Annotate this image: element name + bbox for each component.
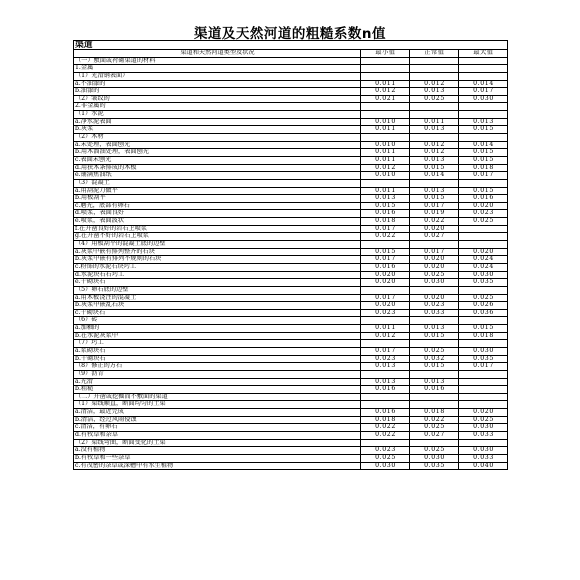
- max-value-cell: [459, 371, 508, 378]
- normal-value-cell: 0.013: [410, 157, 459, 164]
- table-row: [74, 65, 508, 73]
- table-row: [74, 371, 508, 379]
- type-cell: a.浆砌块石: [74, 348, 361, 355]
- max-value-cell: 0.030: [459, 424, 508, 431]
- table-row: [74, 149, 508, 157]
- table-row: [74, 188, 508, 196]
- normal-value-cell: [410, 65, 459, 72]
- table-row: [74, 379, 508, 387]
- table-row: [74, 401, 508, 409]
- max-value-cell: 0.020: [459, 249, 508, 256]
- type-cell: a.没有植物: [74, 447, 361, 454]
- normal-value-cell: 0.015: [410, 333, 459, 340]
- max-value-cell: 0.030: [459, 348, 508, 355]
- max-value-cell: 0.014: [459, 81, 508, 88]
- max-value-cell: 0.016: [459, 195, 508, 202]
- min-value-cell: 0.013: [361, 195, 410, 202]
- type-cell: b.灰浆中嵌有排列不规则的石块: [74, 256, 361, 263]
- normal-value-cell: [410, 394, 459, 401]
- type-column-header: 渠道和天然河道类型及状况: [74, 50, 361, 57]
- min-value-cell: [361, 65, 410, 72]
- min-value-cell: 0.025: [361, 455, 410, 462]
- type-cell: e.铺满焦油纸: [74, 172, 361, 179]
- min-value-cell: 0.011: [361, 157, 410, 164]
- min-value-cell: [361, 371, 410, 378]
- normal-value-cell: [410, 371, 459, 378]
- min-value-cell: 0.010: [361, 142, 410, 149]
- table-row: [74, 103, 508, 111]
- max-value-cell: [459, 379, 508, 386]
- table-row: [74, 264, 508, 272]
- normal-value-cell: 0.018: [410, 409, 459, 416]
- table-row: [74, 302, 508, 310]
- type-cell: （7）圬工: [74, 340, 361, 347]
- type-cell: b.用木溜油处理，表面刨光: [74, 149, 361, 156]
- roughness-table: [73, 40, 508, 470]
- table-row: [74, 463, 508, 471]
- min-value-cell: 0.021: [361, 96, 410, 103]
- min-value-cell: 0.015: [361, 203, 410, 210]
- type-cell: a.灰浆中嵌有排列整齐的石块: [74, 249, 361, 256]
- table-row: [74, 310, 508, 318]
- type-cell: （3）混凝土: [74, 180, 361, 187]
- table-row: [74, 394, 508, 402]
- max-value-cell: 0.033: [459, 432, 508, 439]
- table-row: [74, 272, 508, 280]
- normal-value-cell: 0.022: [410, 218, 459, 225]
- type-cell: （2）渠线弯曲，断面变化的土渠: [74, 440, 361, 447]
- type-cell: d.用狭木条排成的木板: [74, 165, 361, 172]
- max-value-cell: [459, 180, 508, 187]
- category-label: 渠道: [74, 41, 508, 49]
- normal-column-header: 正常值: [410, 50, 459, 57]
- max-value-cell: 0.015: [459, 188, 508, 195]
- type-cell: b.有牧草和一些杂草: [74, 455, 361, 462]
- normal-value-cell: 0.016: [410, 386, 459, 393]
- max-value-cell: 0.020: [459, 409, 508, 416]
- min-value-cell: 0.012: [361, 165, 410, 172]
- type-cell: b.清洁，经过风雨侵蚀: [74, 417, 361, 424]
- max-value-cell: 0.020: [459, 203, 508, 210]
- table-row: [74, 287, 508, 295]
- min-value-cell: 0.017: [361, 295, 410, 302]
- normal-value-cell: 0.025: [410, 96, 459, 103]
- max-value-cell: [459, 111, 508, 118]
- type-cell: （1）水泥: [74, 111, 361, 118]
- table-row: [74, 126, 508, 134]
- table-row: [74, 226, 508, 234]
- min-value-cell: 0.030: [361, 463, 410, 470]
- type-cell: a.未处理，表面刨光: [74, 142, 361, 149]
- normal-value-cell: 0.017: [410, 203, 459, 210]
- table-row: [74, 134, 508, 142]
- normal-value-cell: 0.020: [410, 295, 459, 302]
- type-cell: （4）用板刮平的混凝土底的边壁: [74, 241, 361, 248]
- type-cell: （6）砖: [74, 317, 361, 324]
- max-value-cell: [459, 226, 508, 233]
- table-row: [74, 447, 508, 455]
- type-cell: e.喷浆，表面波状: [74, 218, 361, 225]
- normal-value-cell: 0.022: [410, 417, 459, 424]
- table-row: [74, 279, 508, 287]
- normal-value-cell: 0.025: [410, 272, 459, 279]
- min-value-cell: 0.011: [361, 149, 410, 156]
- table-row: [74, 172, 508, 180]
- normal-value-cell: [410, 180, 459, 187]
- normal-value-cell: 0.015: [410, 165, 459, 172]
- table-row: [74, 218, 508, 226]
- min-value-cell: [361, 340, 410, 347]
- table-row: [74, 333, 508, 341]
- type-cell: a.不油漆的: [74, 81, 361, 88]
- table-row: [74, 455, 508, 463]
- table-row: [74, 386, 508, 394]
- max-value-cell: 0.030: [459, 447, 508, 454]
- min-value-cell: 0.010: [361, 119, 410, 126]
- min-value-cell: 0.023: [361, 310, 410, 317]
- max-value-cell: [459, 241, 508, 248]
- normal-value-cell: 0.019: [410, 210, 459, 217]
- normal-value-cell: 0.012: [410, 149, 459, 156]
- table-row: [74, 295, 508, 303]
- normal-value-cell: 0.030: [410, 455, 459, 462]
- type-cell: c.有茂密的杂草或深槽中有水生植物: [74, 463, 361, 470]
- min-value-cell: [361, 103, 410, 110]
- table-row: [74, 203, 508, 211]
- min-value-cell: 0.017: [361, 226, 410, 233]
- max-value-cell: 0.030: [459, 96, 508, 103]
- min-value-cell: 0.018: [361, 218, 410, 225]
- table-row: [74, 195, 508, 203]
- normal-value-cell: 0.014: [410, 172, 459, 179]
- min-column-header: 最小值: [361, 50, 410, 57]
- max-column-header: 最大值: [459, 50, 508, 57]
- max-value-cell: 0.025: [459, 295, 508, 302]
- max-value-cell: 0.024: [459, 264, 508, 271]
- type-cell: a.净水泥表面: [74, 119, 361, 126]
- type-cell: （8）修正的方石: [74, 363, 361, 370]
- normal-value-cell: 0.025: [410, 424, 459, 431]
- table-row: [74, 233, 508, 241]
- table-row: [74, 356, 508, 364]
- normal-value-cell: 0.017: [410, 249, 459, 256]
- min-value-cell: 0.018: [361, 417, 410, 424]
- max-value-cell: [459, 73, 508, 80]
- table-row: [74, 417, 508, 425]
- max-value-cell: [459, 58, 508, 65]
- type-cell: a.清洁，最近完成: [74, 409, 361, 416]
- min-value-cell: [361, 317, 410, 324]
- normal-value-cell: 0.011: [410, 119, 459, 126]
- table-row: [74, 73, 508, 81]
- category-row: [74, 41, 508, 50]
- type-cell: f.在开凿良好的岩石上喷浆: [74, 226, 361, 233]
- type-cell: e.干砌块石: [74, 279, 361, 286]
- table-row: [74, 119, 508, 127]
- type-cell: （一）敷面或衬砌渠道的材料: [74, 58, 361, 65]
- table-row: [74, 325, 508, 333]
- normal-value-cell: [410, 134, 459, 141]
- min-value-cell: 0.012: [361, 88, 410, 95]
- table-row: [74, 157, 508, 165]
- type-cell: a.加釉的: [74, 325, 361, 332]
- normal-value-cell: [410, 73, 459, 80]
- table-row: [74, 81, 508, 89]
- page-title: 渠道及天然河道的粗糙系数n值: [193, 26, 387, 42]
- max-value-cell: 0.033: [459, 455, 508, 462]
- min-value-cell: 0.011: [361, 188, 410, 195]
- max-value-cell: 0.025: [459, 218, 508, 225]
- table-row: [74, 111, 508, 119]
- min-value-cell: 0.013: [361, 379, 410, 386]
- normal-value-cell: 0.015: [410, 195, 459, 202]
- normal-value-cell: 0.033: [410, 310, 459, 317]
- table-row: [74, 317, 508, 325]
- type-cell: a.用刮泥刀做平: [74, 188, 361, 195]
- type-cell: c.表面未刨光: [74, 157, 361, 164]
- normal-value-cell: 0.013: [410, 88, 459, 95]
- header-row: [74, 50, 508, 58]
- max-value-cell: [459, 440, 508, 447]
- type-cell: b.用板刮平: [74, 195, 361, 202]
- table-row: [74, 58, 508, 66]
- type-cell: b.油漆的: [74, 88, 361, 95]
- min-value-cell: [361, 111, 410, 118]
- type-cell: b.在水泥灰浆中: [74, 333, 361, 340]
- max-value-cell: [459, 386, 508, 393]
- min-value-cell: 0.023: [361, 447, 410, 454]
- max-value-cell: [459, 134, 508, 141]
- table-row: [74, 432, 508, 440]
- normal-value-cell: 0.035: [410, 463, 459, 470]
- table-row: [74, 88, 508, 96]
- min-value-cell: 0.015: [361, 249, 410, 256]
- type-cell: d.有牧草和杂草: [74, 432, 361, 439]
- max-value-cell: 0.035: [459, 356, 508, 363]
- type-cell: （1）光滑钢表面）: [74, 73, 361, 80]
- max-value-cell: 0.018: [459, 333, 508, 340]
- table-row: [74, 249, 508, 257]
- normal-value-cell: 0.015: [410, 363, 459, 370]
- normal-value-cell: 0.025: [410, 447, 459, 454]
- normal-value-cell: 0.020: [410, 226, 459, 233]
- normal-value-cell: [410, 440, 459, 447]
- normal-value-cell: [410, 340, 459, 347]
- table-body: [74, 58, 508, 471]
- min-value-cell: 0.010: [361, 172, 410, 179]
- max-value-cell: 0.017: [459, 88, 508, 95]
- table-row: [74, 241, 508, 249]
- min-value-cell: [361, 287, 410, 294]
- min-value-cell: 0.011: [361, 126, 410, 133]
- min-value-cell: 0.022: [361, 432, 410, 439]
- normal-value-cell: [410, 287, 459, 294]
- min-value-cell: [361, 134, 410, 141]
- max-value-cell: 0.015: [459, 149, 508, 156]
- table-row: [74, 409, 508, 417]
- normal-value-cell: 0.020: [410, 256, 459, 263]
- max-value-cell: 0.025: [459, 417, 508, 424]
- min-value-cell: 0.011: [361, 81, 410, 88]
- table-row: [74, 165, 508, 173]
- normal-value-cell: 0.013: [410, 379, 459, 386]
- type-cell: c.粉饰的水泥石块圬工: [74, 264, 361, 271]
- type-cell: b.灰浆: [74, 126, 361, 133]
- min-value-cell: 0.016: [361, 409, 410, 416]
- min-value-cell: 0.013: [361, 363, 410, 370]
- type-cell: d.水泥块石石圬工: [74, 272, 361, 279]
- type-cell: a.用木板浇注的混凝土: [74, 295, 361, 302]
- min-value-cell: [361, 440, 410, 447]
- normal-value-cell: 0.013: [410, 126, 459, 133]
- min-value-cell: 0.016: [361, 210, 410, 217]
- table-row: [74, 424, 508, 432]
- max-value-cell: 0.017: [459, 363, 508, 370]
- max-value-cell: 0.036: [459, 310, 508, 317]
- type-cell: g.在开凿不好的岩石上喷浆: [74, 233, 361, 240]
- min-value-cell: 0.022: [361, 424, 410, 431]
- type-cell: （2）皱纹的: [74, 96, 361, 103]
- normal-value-cell: 0.013: [410, 188, 459, 195]
- max-value-cell: 0.024: [459, 256, 508, 263]
- normal-value-cell: [410, 111, 459, 118]
- type-cell: 2.非金属的: [74, 103, 361, 110]
- normal-value-cell: 0.012: [410, 81, 459, 88]
- min-value-cell: [361, 73, 410, 80]
- type-cell: b.灰浆中嵌乱石块: [74, 302, 361, 309]
- max-value-cell: 0.035: [459, 279, 508, 286]
- min-value-cell: 0.020: [361, 279, 410, 286]
- max-value-cell: [459, 103, 508, 110]
- normal-value-cell: [410, 103, 459, 110]
- type-cell: （9）沥青: [74, 371, 361, 378]
- max-value-cell: 0.015: [459, 325, 508, 332]
- min-value-cell: 0.020: [361, 272, 410, 279]
- normal-value-cell: 0.013: [410, 325, 459, 332]
- type-cell: b.粗糙: [74, 386, 361, 393]
- min-value-cell: 0.011: [361, 325, 410, 332]
- type-cell: d.喷浆，表面良好: [74, 210, 361, 217]
- max-value-cell: 0.013: [459, 119, 508, 126]
- normal-value-cell: 0.030: [410, 279, 459, 286]
- normal-value-cell: 0.027: [410, 432, 459, 439]
- type-cell: c.磨光，底部有卵石: [74, 203, 361, 210]
- table-row: [74, 340, 508, 348]
- max-value-cell: 0.015: [459, 126, 508, 133]
- max-value-cell: 0.030: [459, 272, 508, 279]
- min-value-cell: [361, 241, 410, 248]
- normal-value-cell: [410, 241, 459, 248]
- normal-value-cell: 0.020: [410, 264, 459, 271]
- max-value-cell: [459, 65, 508, 72]
- normal-value-cell: 0.012: [410, 142, 459, 149]
- min-value-cell: [361, 401, 410, 408]
- min-value-cell: 0.012: [361, 333, 410, 340]
- min-value-cell: 0.016: [361, 264, 410, 271]
- normal-value-cell: [410, 317, 459, 324]
- max-value-cell: [459, 394, 508, 401]
- type-cell: （2）木材: [74, 134, 361, 141]
- normal-value-cell: [410, 401, 459, 408]
- max-value-cell: [459, 317, 508, 324]
- max-value-cell: [459, 287, 508, 294]
- type-cell: （1）渠线顺直，断面均匀的土渠: [74, 401, 361, 408]
- min-value-cell: 0.020: [361, 302, 410, 309]
- max-value-cell: [459, 233, 508, 240]
- table-row: [74, 96, 508, 104]
- type-cell: 1.金属: [74, 65, 361, 72]
- normal-value-cell: 0.025: [410, 348, 459, 355]
- type-cell: b.干砌块石: [74, 356, 361, 363]
- min-value-cell: 0.017: [361, 256, 410, 263]
- max-value-cell: 0.040: [459, 463, 508, 470]
- min-value-cell: 0.016: [361, 386, 410, 393]
- max-value-cell: 0.023: [459, 210, 508, 217]
- min-value-cell: 0.022: [361, 233, 410, 240]
- max-value-cell: 0.015: [459, 157, 508, 164]
- max-value-cell: [459, 340, 508, 347]
- normal-value-cell: 0.023: [410, 302, 459, 309]
- table-row: [74, 363, 508, 371]
- max-value-cell: 0.026: [459, 302, 508, 309]
- type-cell: c.清洁，有卵石: [74, 424, 361, 431]
- type-cell: （二）开凿或挖掘而不敷面的渠道: [74, 394, 361, 401]
- min-value-cell: 0.023: [361, 356, 410, 363]
- table-row: [74, 348, 508, 356]
- type-cell: a.光滑: [74, 379, 361, 386]
- max-value-cell: 0.018: [459, 165, 508, 172]
- min-value-cell: [361, 58, 410, 65]
- table-row: [74, 256, 508, 264]
- min-value-cell: [361, 394, 410, 401]
- table-row: [74, 440, 508, 448]
- min-value-cell: [361, 180, 410, 187]
- table-row: [74, 180, 508, 188]
- type-cell: c.干砌块石: [74, 310, 361, 317]
- table-row: [74, 142, 508, 150]
- max-value-cell: 0.017: [459, 172, 508, 179]
- max-value-cell: 0.014: [459, 142, 508, 149]
- min-value-cell: 0.017: [361, 348, 410, 355]
- normal-value-cell: [410, 58, 459, 65]
- normal-value-cell: 0.027: [410, 233, 459, 240]
- max-value-cell: [459, 401, 508, 408]
- type-cell: （5）卵石底的边壁: [74, 287, 361, 294]
- normal-value-cell: 0.032: [410, 356, 459, 363]
- table-row: [74, 210, 508, 218]
